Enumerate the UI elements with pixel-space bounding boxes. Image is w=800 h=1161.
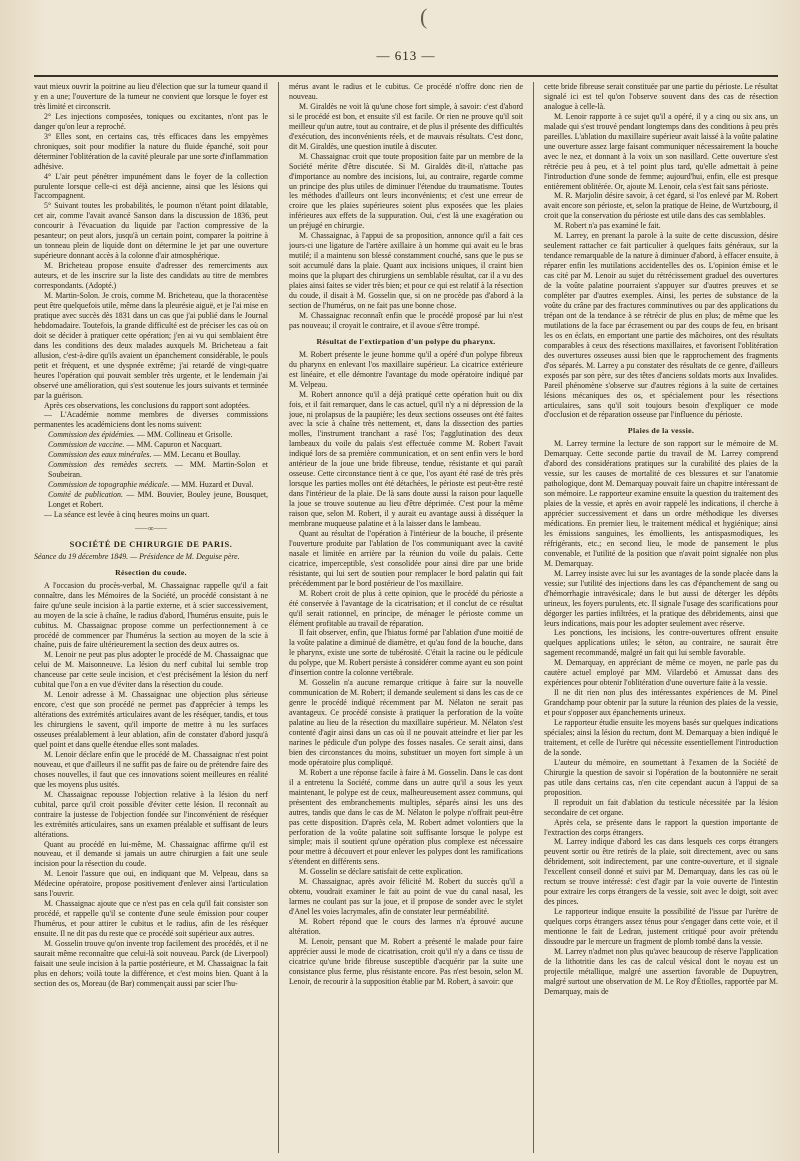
paragraph: M. Lenoir déclare enfin que le procédé de M. Chassaignac n'est point nouveau, et que d'ailleurs il ne suffit pas de faire ou de prétendre faire des choses nouvelles, il faut que ces innovations soient meilleures en réalité que les moyens plus usités. [34, 749, 268, 789]
paragraph: M. Chassaignac ajoute que ce n'est pas en cela qu'il fait consister son procédé, et rappelle qu'il se contente d'une seule émission pour couper l'humérus, et pour attirer le cubitus et le radius, afin de les réséquer ensuite. Il ne dit pas du reste que ce procédé soit supérieur aux autres. [34, 899, 268, 939]
paragraph: M. Robert croit de plus à cette opinion, que le procédé du périoste a été conservée à l'avantage de la cicatrisation; et il conclut de ce résultat qu'il serait rationnel, en principe, de ménager le périoste comme un élément profitable au travail de réparation. [289, 588, 523, 628]
paragraph: M. Larrey termine la lecture de son rapport sur le mémoire de M. Demarquay. Cette seconde partie du travail de M. Larrey comprend d'abord des considérations pratiques sur la curabilité des plaies de la vessie, sur les causes de mortalité de ces blessures et sur l'anatomie pathologique, dont M. Demarquay pouvait faire un chapitre intéressant de son mémoire. Le rapporteur examine ensuite la question du traitement des plaies de la vessie, et après en avoir rappelé les indications, il cherche à apprécier successivement et dans un ordre méthodique les diverses médications. En premier lieu, le traitement médical et hygiénique; ainsi les émissions sanguines, les émollients, les antispasmodiques, les réfrigérants, etc.; en second lieu, le mode de pansement le plus convenable, et l'utilité de la position que n'avait point signalée non plus M. Demarquay. [544, 439, 778, 568]
paragraph: M. Larrey n'admet non plus qu'avec beaucoup de réserve l'application de la lithotritie dans les cas de calcul vésical dont le noyau est un projectile métallique, malgré une assertion favorable de Dupuytren, malgré surtout une observation de M. Le Roy d'Étiolles, rapportée par M. Demarquay, mais de [544, 946, 778, 996]
paragraph: M. Chassaignac croit que toute proposition faite par un membre de la Société mérite d'être discutée. Si M. Giraldès dit-il, n'attache pas d'importance au nombre des incisions, lui, au contraire, regarde comme un principe des plus utiles de diminuer l'étendue du traumatisme. Toutes les méthodes d'ailleurs ont leurs inconvénients; et c'est une erreur de croire que les plaies supérieures soient plus exposées que les plaies inférieures aux effets de la suppuration. Oui, c'est là une exagération ou un préjugé en chirurgie. [289, 151, 523, 231]
paragraph: M. Robert annonce qu'il a déjà pratiqué cette opération huit ou dix fois, et il fait remarquer, dans le cas actuel, qu'il n'y a ni dépression de la joue, ni prolapsus de la paupière; les deux sections osseuses ont été faites avec la scie à chaîne très nettement, et, dans la dissection des parties molles, l'instrument tranchant a rasé l'os; l'agglutination des deux lambeaux du voile du palais s'est effectuée comme M. Robert l'avait indiqué lors de sa première communication, et on sent enfin vers le bord antérieur de la joue une bride fibreuse, tendue, résistante et qui paraît osseuse. Cette circonstance tient à ce que, l'os ayant été rasé de très près lorsque les parties molles ont été détachées, le périoste est peut-être resté dans l'intérieur de la plaie. De là sans doute aussi la raison pour laquelle la joue se trouve soutenue au lieu d'être déprimée. C'est pour la même raison que, selon M. Robert, il y aurait eu avantage aussi à disséquer la membrane muqueuse palatine et à la laisser dans le lambeau. [289, 389, 523, 528]
commission-label: Comité de publication. [48, 490, 123, 500]
commission-members: — MM. Huzard et Duval. [169, 480, 254, 490]
paragraph: M. Demarquay, en appréciant de même ce moyen, ne parle pas du cautère actuel employé par MM. Vilardebó et Amussat dans des expériences pour obtenir l'oblitération d'une ouverture faite à la vessie. [544, 658, 778, 688]
paragraph: M. Gosselin se déclare satisfait de cette explication. [299, 867, 463, 877]
section-title: Résultat de l'extirpation d'un polype du pharynx. [316, 336, 496, 346]
paragraph: Le rapporteur étudie ensuite les moyens basés sur quelques indications spéciales; ainsi la lésion du rectum, dont M. Demarquay a bien indiqué le traitement, et celle de l'urètre qui nécessite essentiellement l'introduction de la sonde. [544, 718, 778, 757]
paragraph: M. Robert répond que le cours des larmes n'a éprouvé aucune altération. [289, 917, 523, 937]
commission-members: — MM. Capuron et Nacquart. [124, 440, 222, 450]
paragraph: M. Chassaignac, à l'appui de sa proposition, annonce qu'il a fait ces jours-ci une ligature de l'artère axillaire à un homme qui avait eu le bras mutilé; il a maintenu son blessé constamment couché, sans que le pus se soit accumulé dans la plaie. Quant aux incisions uniques, il craint bien moins que la plupart des chirurgiens un semblable résultat, car il a vu des plaies ainsi faites se vider très bien; et pour ce qui est relatif à la résection du coude, il disait à M. Gosselin que, si on ne procède pas d'abord à la section de l'humérus, on ne fait pas une bonne chose. [289, 231, 523, 310]
page-header [34, 0, 778, 70]
paragraph: M. Gosselin n'a aucune remarque critique à faire sur la nouvelle communication de M. Robert; il demande seulement si dans les cas de ce genre le procédé indiqué récemment par M. Nélaton ne serait pas avantageux. Ce procédé consiste à pratiquer la perforation de la voûte palatine au lieu de la résection du maxillaire supérieur. M. Nélaton s'est contenté d'agir ainsi dans un cas où il ne pouvait atteindre et lier par les narines le pédicule d'un polype des fosses nasales. Ce serait ainsi, dans bien des circonstances du moins, substituer un moyen fort simple à un mode opératoire plus compliqué. [289, 678, 523, 767]
paragraph: M. Martin-Solon. Je crois, comme M. Bricheteau, que la thoracentèse peut être quelquefois utile, même dans la pleurésie aiguë, et je l'ai mise en pratique avec succès dès 1831 dans un cas que j'ai publié dans le Journal hebdomadaire. Toutefois, la grande difficulté est de préciser les cas où on doit se décider à pratiquer cette opération; j'en ai vu qui semblaient être dans les conditions des deux malades auxquels M. Bricheteau a fait allusion, c'est-à-dire qu'ils avaient un épanchement considérable, le pouls petit et fréquent, et une dyspnée extrême; j'ai retardé de vingt-quatre heures l'opération qui pouvait sembler très urgente, et le lendemain j'ai observé une amélioration, qui s'est soutenue les jours suivants et terminée par la guérison. [34, 291, 268, 400]
paragraph: M. Larrey, en prenant la parole à la suite de cette discussion, désire seulement rattacher ce fait particulier à quelques faits généraux, sur la tendance remarquable de la nature à diminuer d'abord, à effacer ensuite, à réparer enfin les mutilations accidentelles des os. L'opinion émise et le cas cité par M. Lenoir au sujet du rétrécissement graduel des ouvertures de la voûte palatine pourraient s'appuyer sur d'autres preuves et se compléter par d'autres exemples. Ainsi, les pertes de substance de la voûte du crâne par des fractures comminutives ou par des applications du trépan ont de la tendance à se rétrécir de plus en plus; de même que les mutilations de la face par écrasement ou par des coups de feu, en brisant les os en éclats, en emportant une partie des mâchoires, ont des résultats comparables à ceux des résections maxillaires, et favorisent l'oblitération des ouvertures osseuses aussi bien que le rapprochement des fragments d'os séparés. M. Larrey a pu constater des résultats de ce genre, d'ailleurs exposés par son père, sur des têtes d'anciens soldats morts aux Invalides. Pareil phénomène s'observe sur d'autres régions à la suite de certaines lésions mécaniques des os, et spécialement pour les résections articulaires, sans qu'il soit toujours besoin d'expliquer ce mode d'occlusion et de réparation osseuse par l'influence du périoste. [544, 231, 778, 420]
column-divider [278, 82, 279, 1153]
list-item [34, 460, 268, 480]
column-2 [289, 82, 523, 1153]
paragraph: M. R. Marjolin désire savoir, à cet égard, si l'os enlevé par M. Robert avait encore son périoste, et, selon la pratique de Heine, de Wurtzbourg, il croit que la conservation du périoste est utile dans des cas semblables. [544, 191, 778, 221]
paragraph: M. Gosselin trouve qu'on invente trop facilement des procédés, et il ne saurait même reconnaître que celui-là soit nouveau. Parck (de Liverpool) faisait une seule incision à la partie postérieure, et M. Chassaignac la fait plus en dehors; voilà toute la différence, et c'est moins bien. Quant à la section des os, Moreau (de Bar) commençait aussi par scier l'hu- [34, 939, 268, 988]
paragraph: M. Lenoir ne peut pas plus adopter le procédé de M. Chassaignac que celui de M. Maisonneuve. La lésion du nerf cubital lui semble trop chanceuse par cette seule incision, et c'est précisément la lésion du nerf cubital que l'on a en vue d'éviter dans la résection du coude. [34, 650, 268, 690]
paragraph: M. Lenoir, pensant que M. Robert a présenté le malade pour faire apprécier aussi le mode de cicatrisation, croit qu'il n'y a dans ce tissu de cicatrice qu'une bride fibreuse susceptible d'acquérir par la suite une consistance plus ferme, plus résistante encore. Pas n'est besoin, selon M. Lenoir, de recourir à la supposition établie par M. Robert, à savoir: que [289, 937, 523, 986]
header-rule [34, 75, 778, 77]
paragraph: Après cela, se présente dans le rapport la question importante de l'extraction des corps étrangers. [544, 817, 778, 837]
paragraph: 3° Elles sont, en certains cas, très efficaces dans les empyèmes chroniques, soit pour modifier la nature du fluide épanché, soit pour déterminer l'oblitération de la cavité pleurale par une sorte d'inflammation adhésive. [34, 131, 268, 171]
commission-label: Commission des remèdes secrets. [48, 460, 169, 470]
paragraph: A l'occasion du procès-verbal, M. Chassaignac rappelle qu'il a fait connaître, dans les Mémoires de la Société, un procédé consistant à ne faire qu'une seule incision à la partie externe, et à scier successivement, au moyen de la scie à chaîne, le radius d'abord, l'humérus ensuite, puis le cubitus. M. Chassaignac propose comme un perfectionnement à ce procédé de commencer par l'humérus la section au moyen de la scie à chaîne, puis de faire ultérieurement la section des deux autres os. [34, 580, 268, 650]
binding-mark: ( [420, 4, 428, 29]
paragraph: M. Lenoir l'assure que oui, en indiquant que M. Velpeau, dans sa Médecine opératoire, propose positivement d'enlever ainsi l'articulation sans l'ouvrir. [34, 869, 268, 899]
commission-members: — MM. Bouvier, Bouley jeune, Bousquet, Longet et Robert. [48, 490, 268, 510]
page-number: — 613 — [376, 48, 436, 63]
paragraph: Il ne dit rien non plus des intéressantes expériences de M. Pinel Grandchamp pour obtenir par la suture la réunion des plaies de la vessie, et pour s'opposer aux épanchements urineux. [544, 688, 778, 718]
paragraph: M. Chassaignac, après avoir félicité M. Robert du succès qu'il a obtenu, voudrait examiner le fait au point de vue du canal nasal, les larmes ne coulant pas sur la joue, et il propose de sonder avec le stylet d'Anel les voies lacrymales, afin de constater leur perméabilité. [289, 877, 523, 917]
commission-members: — MM. Collineau et Grisolle. [135, 430, 233, 440]
section-title: Plaies de la vessie. [627, 426, 695, 436]
list-item [34, 450, 268, 460]
paragraph: 2° Les injections composées, toniques ou excitantes, n'ont pas le danger qu'on leur a reproché. [34, 111, 268, 131]
paragraph: M. Lenoir rapporte à ce sujet qu'il a opéré, il y a cinq ou six ans, un malade qui s'est trouvé pendant longtemps dans des conditions à peu près pareilles. L'ablation du maxillaire supérieur avait laissé à la voûte palatine une ouverture assez large faisant communiquer nécessairement la bouche avec le nez, et donnant à la voix un son nasillard. Cette ouverture s'est rétrécie peu à peu, et à tel point plus tard, qu'elle admettait à peine l'introduction d'une sonde de femme; aujourd'hui, enfin, elle est presque entièrement oblitérée. Or, ajoute M. Lenoir, cela s'est fait sans périoste. [544, 111, 778, 191]
paragraph: — L'Académie nomme membres de diverses commissions permanentes les académiciens dont les noms suivent: [34, 410, 268, 430]
paragraph: M. Giraldès ne voit là qu'une chose fort simple, à savoir: c'est d'abord si le procédé est bon, et ensuite s'il est facile. Or rien ne prouve qu'il soit meilleur qu'un autre, tout au contraire, et de plus il présente des difficultés d'exécution, des inconvénients réels, et de mauvais résultats. C'est donc, dit M. Giraldès, une question inutile à discuter. [289, 101, 523, 151]
list-item [34, 480, 268, 490]
list-item [34, 440, 268, 450]
paragraph: M. Lenoir adresse à M. Chassaignac une objection plus sérieuse encore, c'est que son procédé ne permet pas d'apprécier à temps les altérations des extrémités articulaires avant de les réséquer, tandis, et tous les chirurgiens le savent, qu'il importe de mettre à nu les surfaces osseuses préalablement à leur ablation, afin de constater d'abord jusqu'à quel point et dans quelle étendue elles sont malades. [34, 690, 268, 749]
paragraph: Quant au résultat de l'opération à l'intérieur de la bouche, il présente l'ouverture produite par l'ablation de l'os communiquant avec la cavité nasale et limitée en arrière par la réunion du voile du palais. Cette cicatrice, imperceptible, s'est consolidée pour ainsi dire par une bride résistante, qui lui sert de soutien pour remplacer le bord palatin qui fait précédemment par le bord postérieur de l'os maxillaire. [289, 528, 523, 588]
paragraph: M. Chassaignac repousse l'objection relative à la lésion du nerf cubital, parce qu'il croit possible d'éviter cette lésion. Il reconnaît au contraire la justesse de l'objection fondée sur l'inconvénient de réséquer les extrémités articulaires, sans un examen préalable et suffisant de leurs altérations. [34, 789, 268, 839]
commission-members: — MM. Lecanu et Boullay. [151, 450, 241, 460]
society-title: SOCIÉTÉ DE CHIRURGIE DE PARIS. [69, 539, 233, 549]
paragraph: M. Robert a une réponse facile à faire à M. Gosselin. Dans le cas dont il a entretenu la Société, comme dans un autre qu'il a sous les yeux maintenant, le polype est de ceux, malheureusement assez communs, qui présentent des embranchements multiples, séparés ainsi les uns des autres, tandis que dans le cas de M. Nélaton le polype n'offrait peut-être pas cette disposition. D'après cela, M. Robert admet volontiers que la perforation de la voûte palatine soit suffisante lorsque le polype est simple; mais il soutient qu'une opération plus complexe est nécessaire pour mettre à découvert et pour enlever les polypes dont les ramifications s'étendent en différents sens. [289, 767, 523, 867]
paragraph: M. Robert n'a pas examiné le fait. [554, 221, 661, 231]
commission-members: — MM. Martin-Solon et Soubeiran. [48, 460, 268, 480]
paragraph: M. Larrey indique d'abord les cas dans lesquels ces corps étrangers peuvent sortir ou être retirés de la plaie, soit directement, avec ou sans débridement, soit indirectement, par une contre-ouverture, et il signale l'excellent conseil donné et suivi par M. Demarquay, dans les cas où le rectum se trouve intéressé: c'est d'agir par la voie ouverte de l'intestin pour extraire les corps étrangers de la vessie, soit avec le doigt, soit avec des pinces. [544, 837, 778, 907]
paragraph: Après ces observations, les conclusions du rapport sont adoptées. [44, 400, 250, 410]
commission-list [34, 430, 268, 510]
paragraph: 5° Suivant toutes les probabilités, le poumon n'étant point dilatable, cet air, comme l'avait avancé Sanson dans la discussion de 1836, peut concourir à l'évacuation du liquide par l'action compressive de la pesanteur; on peut alors, jusqu'à un certain point, comparer la poitrine à un tonneau plein de liquide dont on détermine le jet par une ouverture supérieure donnant accès à la colonne d'air atmosphérique. [34, 201, 268, 261]
paragraph: Le rapporteur indique ensuite la possibilité de l'issue par l'urètre de quelques corps étrangers assez ténus pour s'engager dans cette voie, et il mentionne le fait de Ledran, justement critiqué pour avoir prétendu dissoudre par le mercure un fragment de plomb tombé dans la vessie. [544, 907, 778, 947]
column-3 [544, 82, 778, 1153]
seance-line: Séance du 19 décembre 1849. — Présidence de M. Deguise père. [34, 551, 240, 561]
paragraph: cette bride fibreuse serait constituée par une partie du périoste. Le résultat signalé ici est tel qu'on l'observe souvent dans des cas de résection analogue à celle-là. [544, 82, 778, 111]
ornament-divider: ⸺∞⸺ [134, 523, 168, 533]
paragraph: mérus avant le radius et le cubitus. Ce procédé n'offre donc rien de nouveau. [289, 82, 523, 101]
list-item [34, 490, 268, 510]
column-divider [533, 82, 534, 1153]
paragraph: M. Robert présente le jeune homme qu'il a opéré d'un polype fibreux du pharynx en enlevant l'os maxillaire supérieur. La cicatrice extérieure est linéaire, et elle démontre l'avantage du mode opératoire indiqué par M. Velpeau. [289, 349, 523, 389]
paragraph: M. Bricheteau propose ensuite d'adresser des remerciments aux auteurs, et de les inscrire sur la liste des candidats au titre de membres correspondants. (Adopté.) [34, 261, 268, 291]
commission-label: Commission de vaccine. [48, 440, 125, 450]
list-item [34, 430, 268, 440]
paragraph: M. Larrey insiste avec lui sur les avantages de la sonde placée dans la vessie; sur l'utilité des injections dans les cas d'épanchement de sang ou d'hémorrhagie intravésicale; dans le but aussi de déterger les dépôts urineux, les foyers purulents, etc. Il signale l'usage des scarifications pour dégorger les parties infiltrées, et la pratique des débridements, ainsi que leurs indications, mais pour les adopter seulement avec réserve. [544, 568, 778, 628]
section-title: Résection du coude. [115, 567, 187, 577]
closing-line: — La séance est levée à cinq heures moins un quart. [44, 509, 210, 519]
paragraph: 4° L'air peut pénétrer impunément dans le foyer de la collection purulente lorsque celle-ci est déjà ancienne, ainsi que les lésions qui l'accompagnent. [34, 171, 268, 201]
commission-label: Commission de topographie médicale. [48, 480, 170, 490]
commission-label: Commission des épidémies. [48, 430, 136, 440]
text-columns [34, 82, 778, 1153]
paragraph: L'auteur du mémoire, en soumettant à l'examen de la Société de Chirurgie la question de savoir si l'opération de la boutonnière ne serait pas utile dans certains cas, n'en cite cependant aucun à l'appui de sa proposition. [544, 757, 778, 797]
paragraph: Il fait observer, enfin, que l'hiatus formé par l'ablation d'une moitié de la voûte palatine a diminué de diamètre, et qu'au fond de la bouche, dans le pharynx, existe une sorte de tubérosité. C'était la racine ou le pédicule du polype, que M. Robert persiste à considérer comme ayant eu son point d'insertion contre la colonne vertébrale. [289, 628, 523, 678]
paragraph: vaut mieux ouvrir la poitrine au lieu d'élection que sur la tumeur quand il y en a une; l'ouverture de la tumeur ne convient que lorsque le foyer est très limité et circonscrit. [34, 82, 268, 111]
paragraph: Les ponctions, les incisions, les contre-ouvertures offrent ensuite quelques applications utiles; le séton, au contraire, ne saurait être sagement recommandé, malgré un fait qui lui semble favorable. [544, 628, 778, 658]
paragraph: Il reproduit un fait d'ablation du testicule nécessitée par la lésion secondaire de cet organe. [544, 797, 778, 817]
column-1 [34, 82, 268, 1153]
paragraph: Quant au procédé en lui-même, M. Chassaignac affirme qu'il est nouveau, et il demande si jamais un autre chirurgien a fait une seule incision pour la résection du coude. [34, 839, 268, 869]
commission-label: Commission des eaux minérales. [48, 450, 152, 460]
paragraph: M. Chassaignac reconnaît enfin que le procédé proposé par lui n'est pas nouveau; il croyait le contraire, et il avoue s'être trompé. [289, 310, 523, 330]
